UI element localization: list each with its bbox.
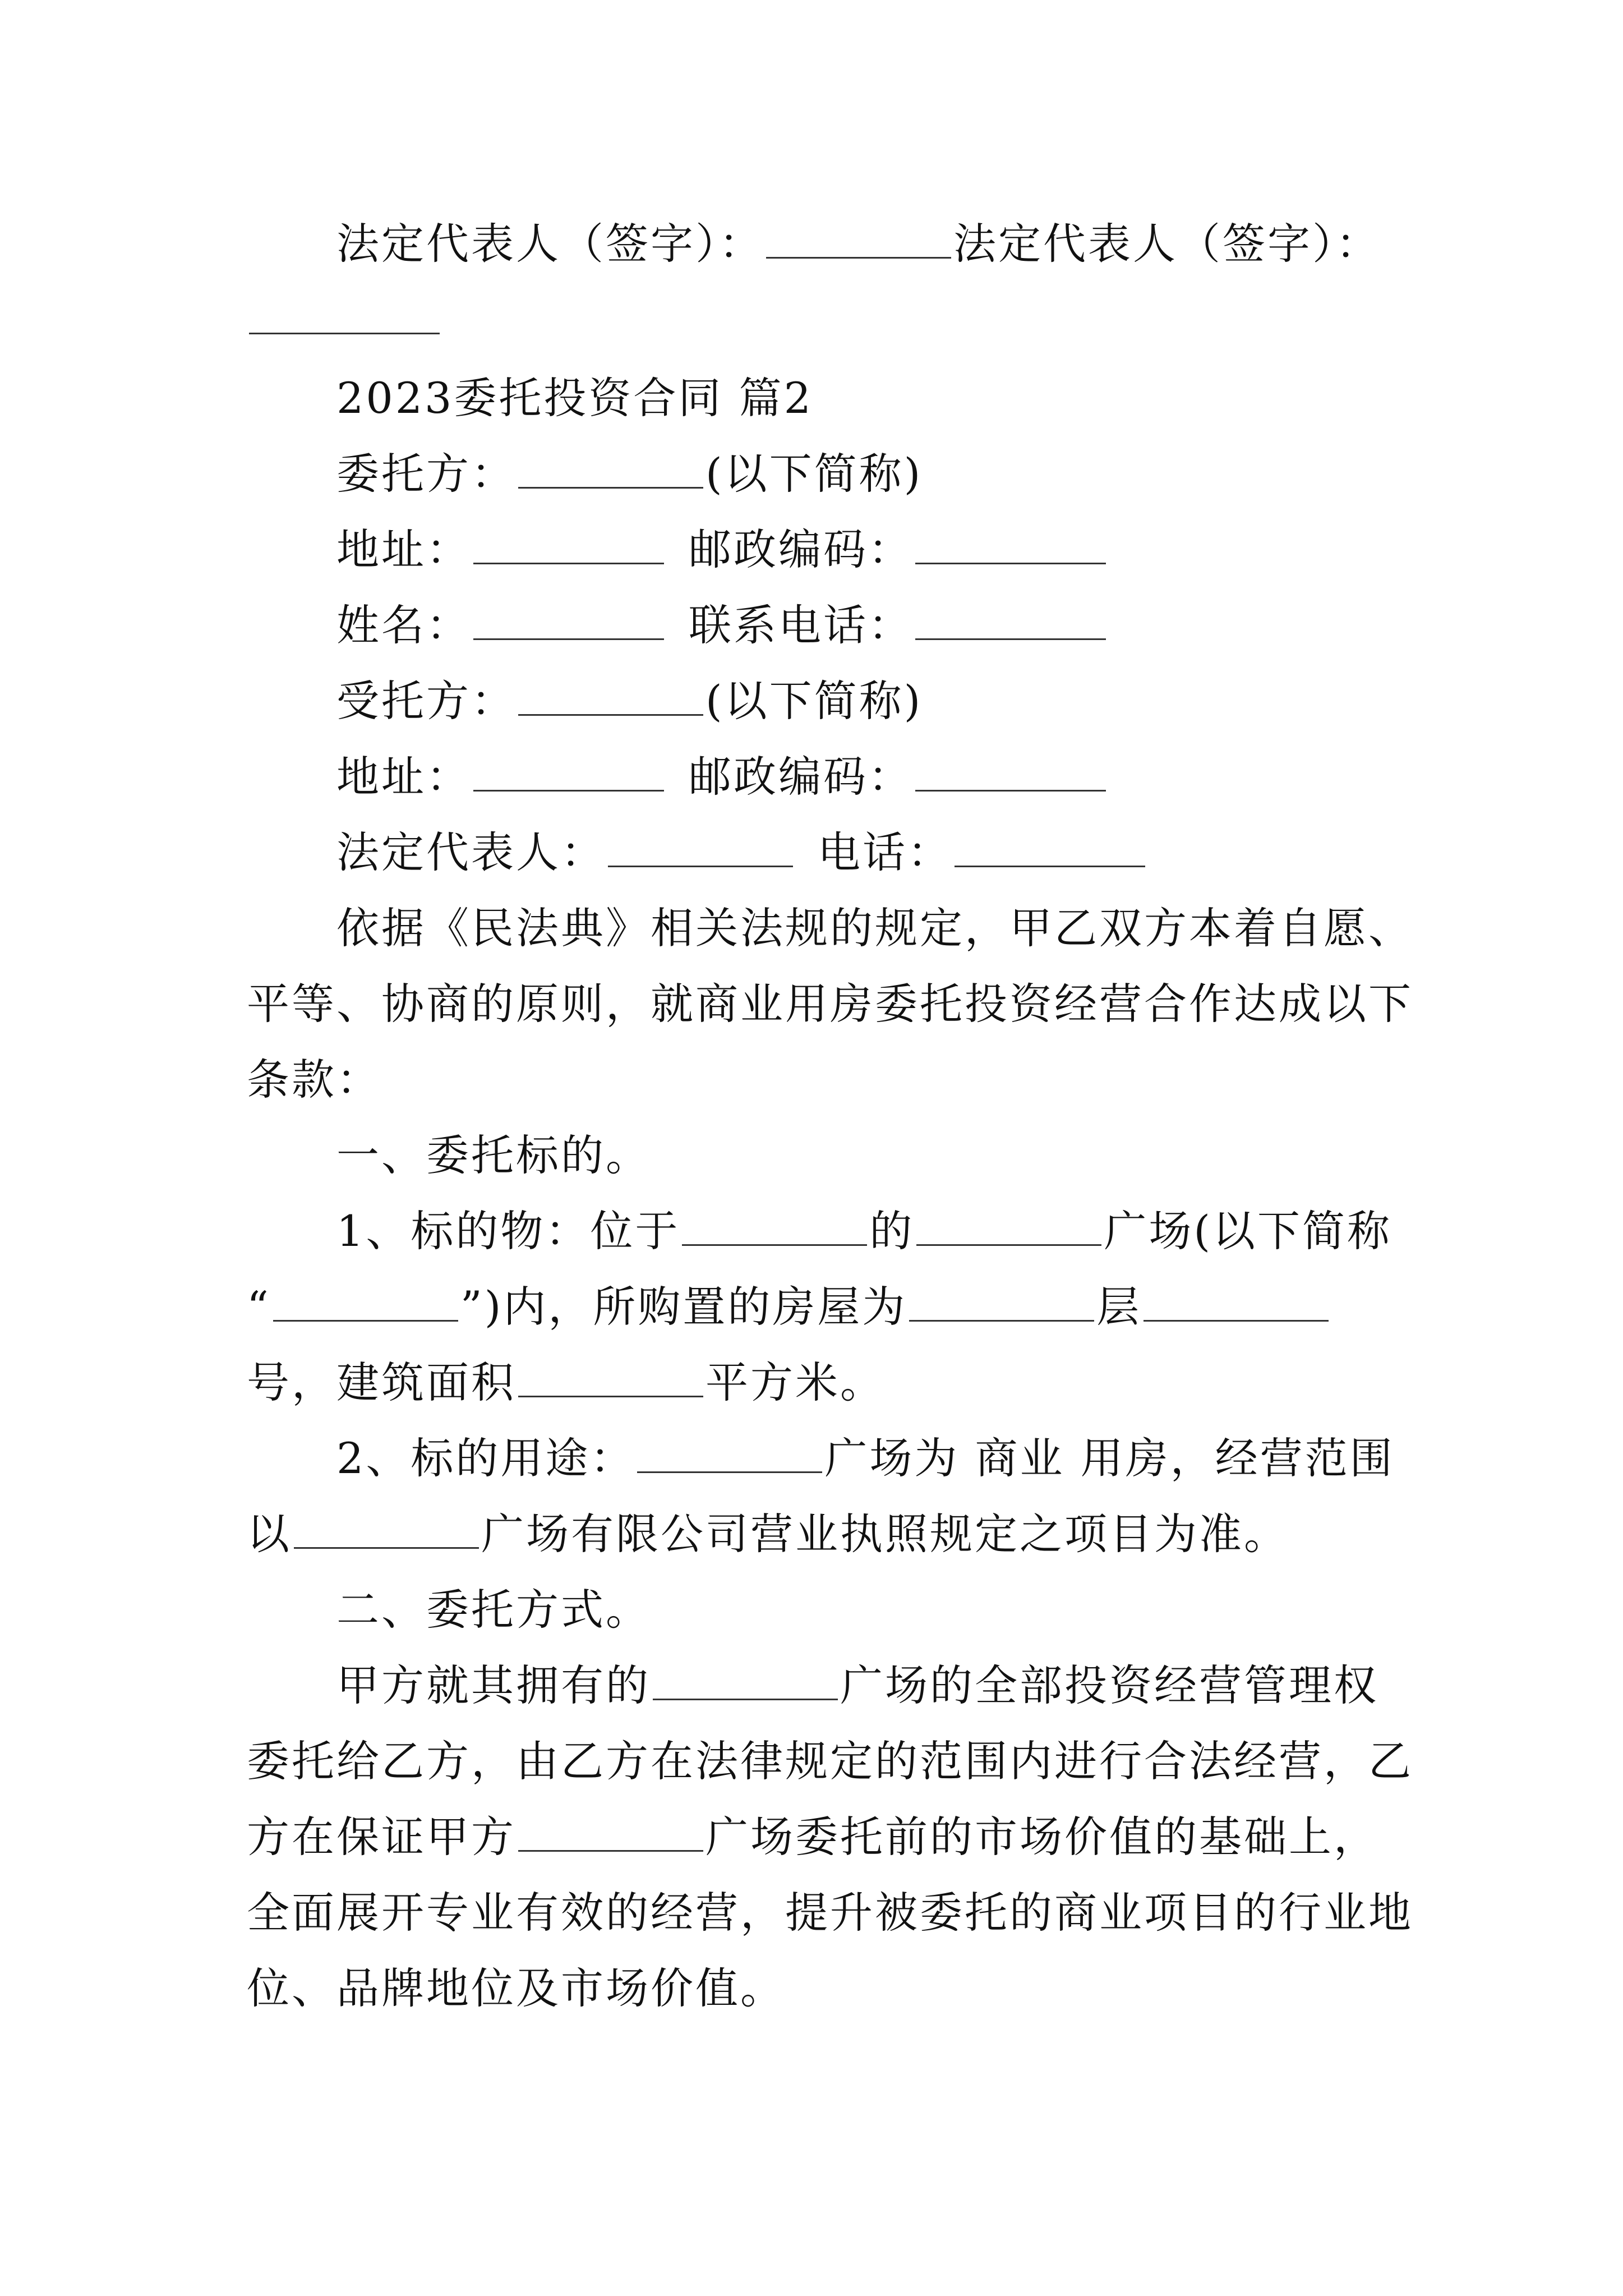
section-2-line-5: 位、品牌地位及市场价值。 (247, 1963, 785, 2013)
phone-blank (955, 832, 1145, 867)
item-2-line-1 (336, 1430, 1395, 1487)
item-1-text-g: 号，建筑面积 (247, 1358, 516, 1407)
legal-rep-sign-label-right: 法定代表人（签字）： (953, 219, 1381, 269)
floor-blank (909, 1286, 1094, 1322)
item-1-open-quote: “ (247, 1282, 271, 1332)
section-2-line-2: 委托给乙方，由乙方在法律规定的范围内进行合法经营，乙 (247, 1736, 1413, 1786)
section-2-text-a: 甲方就其拥有的 (336, 1660, 651, 1710)
address-blank (473, 529, 664, 564)
client-line (336, 446, 923, 502)
signature-line (336, 216, 1381, 272)
section-2-text-b: 广场的全部投资经营管理权 (840, 1660, 1378, 1710)
trustee-blank (518, 680, 703, 716)
trustee-address-line (336, 749, 1108, 805)
postcode-blank (915, 529, 1106, 564)
trustee-label: 受托方： (336, 676, 516, 726)
section-1-title: 一、委托标的。 (336, 1130, 651, 1180)
item-1-text-h: 平方米。 (706, 1358, 885, 1407)
section-2-line-4: 全面展开专业有效的经营，提升被委托的商业项目的行业地 (247, 1888, 1413, 1938)
name-label: 姓名： (336, 600, 471, 650)
item-2-text-b: 广场为 商业 用房，经营范围 (824, 1433, 1395, 1483)
trustee-postcode-blank (915, 756, 1106, 792)
postcode-label: 邮政编码： (689, 524, 913, 574)
section-2-line-3 (247, 1809, 1378, 1865)
unit-blank (1144, 1286, 1329, 1322)
owned-plaza-blank (653, 1665, 838, 1700)
section-2-text-d: 方在保证甲方 (247, 1812, 516, 1862)
client-blank (518, 453, 703, 489)
plaza-blank (916, 1211, 1101, 1246)
item-1-line-2 (247, 1279, 1331, 1335)
signature-blank-right (249, 299, 440, 334)
usage-plaza-blank (637, 1438, 822, 1473)
short-name-blank (273, 1286, 458, 1322)
contact-phone-blank (915, 605, 1106, 640)
item-1-line-1 (336, 1203, 1392, 1259)
legal-rep-line (336, 825, 1147, 881)
trustee-address-blank (473, 756, 664, 792)
item-2-text-c: 以 (247, 1509, 292, 1559)
client-suffix: (以下简称) (706, 449, 923, 499)
section-2-text-e: 广场委托前的市场价值的基础上， (706, 1812, 1378, 1862)
trustee-line (336, 673, 923, 729)
client-name-line (336, 597, 1108, 654)
signature-blank-right-line (247, 292, 442, 348)
item-1-text-b: 的 (869, 1206, 915, 1256)
party-a-plaza-blank (518, 1816, 703, 1852)
phone-label: 电话： (818, 827, 952, 877)
client-address-line (336, 522, 1108, 578)
trustee-address-label: 地址： (336, 752, 471, 802)
trustee-suffix: (以下简称) (706, 676, 923, 726)
item-1-text-e: ”)内，所购置的房屋为 (460, 1282, 907, 1332)
signature-blank-left (766, 223, 951, 259)
item-1-line-3 (247, 1355, 885, 1411)
item-1-text-a: 1、标的物：位于 (336, 1206, 680, 1256)
legal-rep-label: 法定代表人： (336, 827, 606, 877)
item-2-text-d: 广场有限公司营业执照规定之项目为准。 (481, 1509, 1289, 1559)
area-blank (518, 1362, 703, 1397)
item-1-text-c: 广场(以下简称 (1104, 1206, 1393, 1256)
contract-heading: 2023委托投资合同 篇2 (336, 373, 813, 423)
location-blank (682, 1211, 867, 1246)
contact-phone-label: 联系电话： (689, 600, 913, 650)
intro-line-3: 条款： (247, 1055, 381, 1105)
section-2-title: 二、委托方式。 (336, 1585, 651, 1635)
client-label: 委托方： (336, 449, 516, 499)
item-2-text-a: 2、标的用途： (336, 1433, 635, 1483)
address-label: 地址： (336, 524, 471, 574)
item-1-floor-label: 层 (1096, 1282, 1142, 1332)
name-blank (473, 605, 664, 640)
company-blank (294, 1513, 479, 1549)
legal-rep-sign-label-left: 法定代表人（签字）： (336, 219, 764, 269)
item-2-line-2 (247, 1506, 1289, 1562)
legal-rep-blank (608, 832, 793, 867)
section-2-line-1 (336, 1658, 1378, 1714)
intro-line-1: 依据《民法典》相关法规的规定，甲乙双方本着自愿、 (336, 903, 1413, 953)
intro-line-2: 平等、协商的原则，就商业用房委托投资经营合作达成以下 (247, 979, 1413, 1029)
trustee-postcode-label: 邮政编码： (689, 752, 913, 802)
